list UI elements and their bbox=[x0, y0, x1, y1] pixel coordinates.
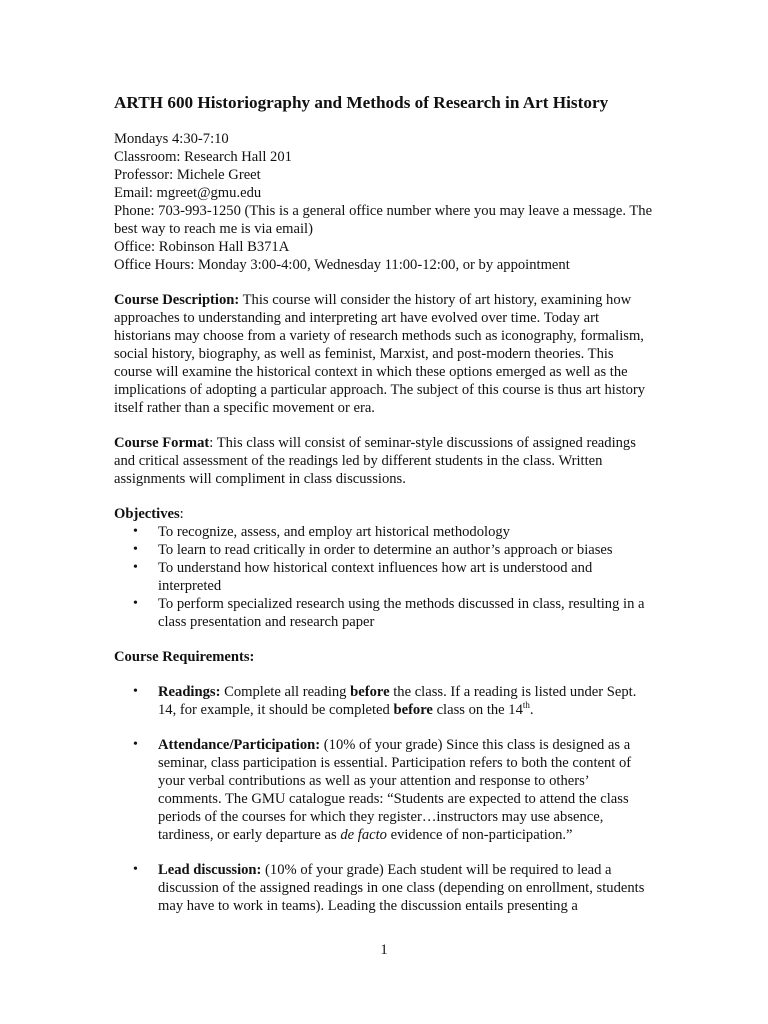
attendance-text-1: (10% of your grade) Since this class is designed as a seminar, class participation is essential. Participation refers to both the content of your verbal contributions as well as your attention and response to others’ comments. The GMU catalogue reads: “Students are expected to attend the class periods of the courses for which they register…instructors may use absence, tardiness, or early departure as bbox=[158, 737, 632, 843]
classroom: Classroom: Research Hall 201 bbox=[114, 149, 292, 165]
course-format-label: Course Format bbox=[114, 435, 210, 451]
lead-discussion-text: (10% of your grade) Each student will be required to lead a discussion of the assigned readings in one class (depending on enrollment, students may have to work in teams). Leading the discussion entails presenting a bbox=[158, 862, 645, 914]
objective-text: To understand how historical context influences how art is understood and interpreted bbox=[158, 560, 593, 594]
objective-text: To recognize, assess, and employ art historical methodology bbox=[158, 524, 510, 540]
bullet-icon: • bbox=[133, 596, 138, 611]
requirement-attendance bbox=[114, 736, 654, 844]
office: Office: Robinson Hall B371A bbox=[114, 239, 290, 255]
requirement-lead-discussion bbox=[114, 861, 654, 915]
readings-emphasis-2: before bbox=[393, 702, 433, 718]
course-description-label: Course Description: bbox=[114, 292, 240, 308]
requirements-list bbox=[114, 683, 654, 915]
readings-superscript: th bbox=[522, 700, 530, 711]
attendance-label: Attendance/Participation: bbox=[158, 737, 321, 753]
readings-text-2: the class. If a reading is listed under Sept. 14, for example, it should be completed bbox=[158, 684, 637, 718]
objectives-list bbox=[114, 523, 654, 631]
bullet-icon: • bbox=[133, 560, 138, 575]
page-content bbox=[114, 92, 654, 915]
course-title: ARTH 600 Historiography and Methods of Research in Art History bbox=[114, 93, 609, 112]
readings-text-4: . bbox=[529, 702, 534, 718]
requirements-section bbox=[114, 648, 654, 915]
office-hours: Office Hours: Monday 3:00-4:00, Wednesday 11:00-12:00, or by appointment bbox=[114, 257, 570, 273]
professor: Professor: Michele Greet bbox=[114, 167, 261, 183]
bullet-icon: • bbox=[133, 524, 138, 539]
course-description-paragraph bbox=[114, 291, 654, 417]
objectives-heading bbox=[114, 505, 654, 523]
objective-text: To learn to read critically in order to determine an author’s approach or biases bbox=[158, 542, 613, 558]
objective-text: To perform specialized research using the methods discussed in class, resulting in a class presentation and research paper bbox=[158, 596, 645, 630]
course-format bbox=[114, 434, 654, 488]
objectives-label: Objectives bbox=[114, 506, 180, 522]
course-info bbox=[114, 130, 654, 274]
list-item bbox=[114, 523, 654, 541]
requirement-readings bbox=[114, 683, 654, 719]
readings-emphasis-1: before bbox=[350, 684, 390, 700]
readings-text-1: Complete all reading bbox=[220, 684, 351, 700]
bullet-icon: • bbox=[133, 737, 138, 752]
list-item bbox=[114, 559, 654, 595]
list-item bbox=[114, 595, 654, 631]
course-description-text: This course will consider the history of art history, examining how approaches to understanding and interpreting art have evolved over time. Today art historians may choose from a variety of research methods such as iconography, formalism, social history, biography, as well as feminist, Marxist, and post-modern theories. This course will examine the historical context in which these options emerged as well as the implications of adopting a particular approach. The subject of this course is thus art history itself rather than a specific movement or era. bbox=[114, 292, 646, 416]
course-format-paragraph bbox=[114, 434, 654, 488]
bullet-icon: • bbox=[133, 862, 138, 877]
bullet-icon: • bbox=[133, 542, 138, 557]
course-description bbox=[114, 291, 654, 417]
readings-text-3: class on the 14 bbox=[432, 702, 523, 718]
objectives-section bbox=[114, 505, 654, 631]
attendance-text-2: evidence of non-participation.” bbox=[386, 827, 573, 843]
attendance-italic: de facto bbox=[340, 827, 387, 843]
requirements-heading: Course Requirements: bbox=[114, 649, 255, 665]
objectives-colon: : bbox=[179, 506, 184, 522]
readings-label: Readings: bbox=[158, 684, 221, 700]
phone: Phone: 703-993-1250 (This is a general office number where you may leave a message. The best way to reach me is via email) bbox=[114, 203, 653, 237]
course-format-text: : This class will consist of seminar-style discussions of assigned readings and critical assessment of the readings led by different students in the class. Written assignments will compliment in class discussions. bbox=[114, 435, 636, 487]
list-item bbox=[114, 541, 654, 559]
bullet-icon: • bbox=[133, 684, 138, 699]
schedule: Mondays 4:30-7:10 bbox=[114, 131, 229, 147]
lead-discussion-label: Lead discussion: bbox=[158, 862, 262, 878]
email: Email: mgreet@gmu.edu bbox=[114, 185, 262, 201]
page-number: 1 bbox=[380, 942, 388, 958]
